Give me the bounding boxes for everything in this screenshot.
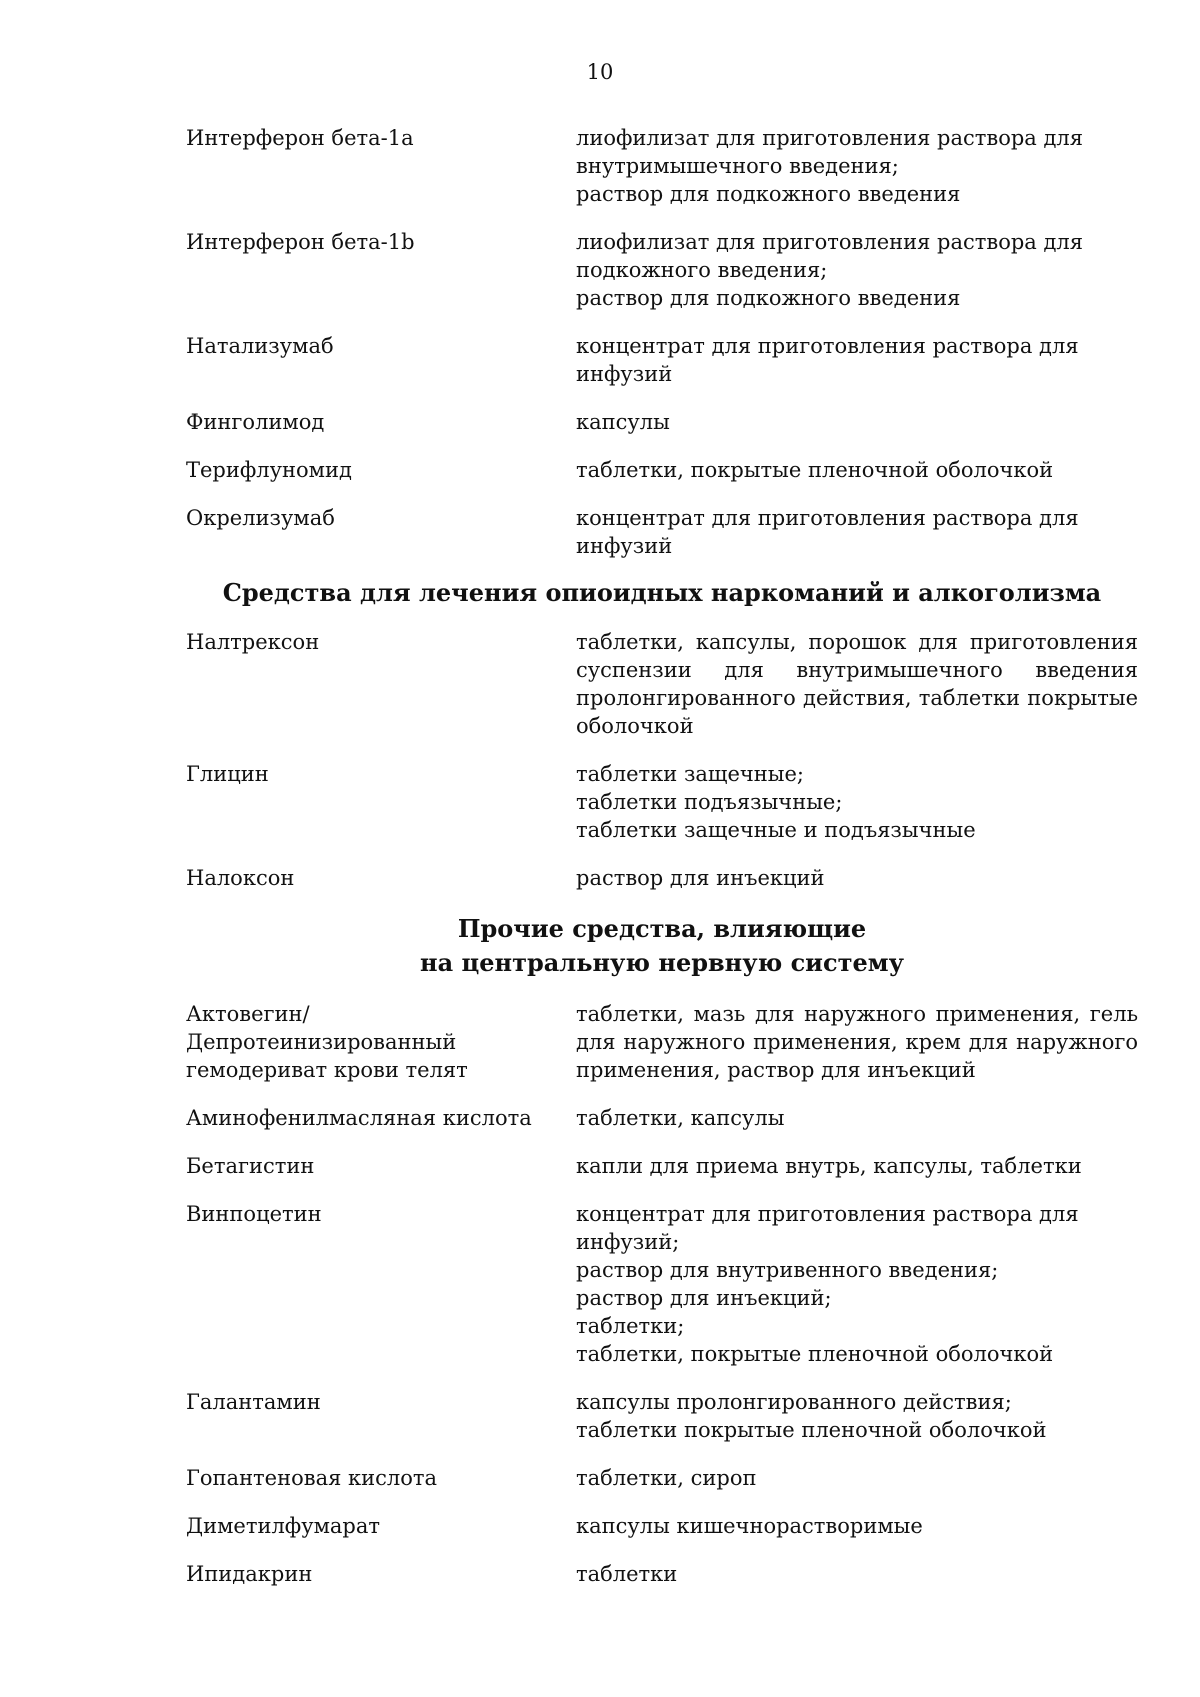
drug-row (186, 228, 1138, 312)
drug-form-line: концентрат для приготовления раствора для (576, 1202, 1079, 1226)
drug-row (186, 124, 1138, 208)
drug-form-line: таблетки, покрытые пленочной оболочкой (576, 1342, 1054, 1366)
drug-row (186, 456, 1138, 484)
drug-forms (576, 504, 1138, 560)
drug-form-line: внутримышечного введения; (576, 154, 899, 178)
drug-forms (576, 332, 1138, 388)
drug-form-line: таблетки, покрытые пленочной оболочкой (576, 458, 1054, 482)
page-number: 10 (586, 60, 614, 84)
drug-row (186, 1152, 1138, 1180)
drug-form-line: раствор для подкожного введения (576, 182, 961, 206)
drug-form-line: раствор для подкожного введения (576, 286, 961, 310)
drug-list (186, 124, 1138, 1608)
drug-form-line: таблетки (576, 1562, 678, 1586)
drug-form-line: таблетки; (576, 1314, 685, 1338)
drug-form-line: таблетки, капсулы (576, 1106, 785, 1130)
drug-forms (576, 1560, 1138, 1588)
drug-forms (576, 1512, 1138, 1540)
drug-form-line: таблетки покрытые пленочной оболочкой (576, 1418, 1047, 1442)
drug-name: Финголимод (186, 410, 325, 434)
drug-name: Глицин (186, 762, 269, 786)
drug-form-line: таблетки защечные; (576, 762, 804, 786)
drug-form-line: раствор для инъекций (576, 866, 825, 890)
drug-form-line: таблетки защечные и подъязычные (576, 818, 976, 842)
drug-row (186, 1560, 1138, 1588)
drug-name: Диметилфумарат (186, 1514, 381, 1538)
drug-forms (576, 1152, 1138, 1180)
drug-row (186, 760, 1138, 844)
drug-forms (576, 408, 1138, 436)
drug-name: Ипидакрин (186, 1562, 313, 1586)
drug-name: Винпоцетин (186, 1202, 322, 1226)
drug-form-line: концентрат для приготовления раствора для инфузий (576, 334, 1079, 386)
section-heading-line: на центральную нервную систему (420, 948, 904, 977)
drug-form-line: таблетки подъязычные; (576, 790, 843, 814)
drug-forms (576, 864, 1138, 892)
drug-forms (576, 1464, 1138, 1492)
drug-row (186, 408, 1138, 436)
drug-name: Гопантеновая кислота (186, 1466, 438, 1490)
section-heading (186, 912, 1138, 980)
drug-form-line: капсулы пролонгированного действия; (576, 1390, 1012, 1414)
drug-name: Налтрексон (186, 630, 320, 654)
drug-forms (576, 760, 1138, 844)
drug-forms (576, 456, 1138, 484)
drug-name: Натализумаб (186, 334, 334, 358)
drug-name: Налоксон (186, 866, 295, 890)
drug-name (186, 1000, 576, 1084)
drug-forms: таблетки, мазь для наружного применения, гель для наружного применения, крем для наружного применения, раствор для инъекций (576, 1002, 1138, 1082)
drug-forms (576, 1104, 1138, 1132)
drug-forms (576, 1388, 1138, 1444)
section-heading: Средства для лечения опиоидных наркоманий и алкоголизма (222, 578, 1102, 607)
drug-name: Интерферон бета-1b (186, 230, 415, 254)
drug-row (186, 1464, 1138, 1492)
drug-forms (576, 1200, 1138, 1368)
drug-name-line: гемодериват крови телят (186, 1058, 468, 1082)
drug-form-line: концентрат для приготовления раствора для инфузий (576, 506, 1079, 558)
drug-forms (576, 228, 1138, 312)
drug-form-line: лиофилизат для приготовления раствора для (576, 230, 1084, 254)
drug-name: Терифлуномид (186, 458, 352, 482)
drug-row (186, 628, 1138, 740)
drug-row (186, 504, 1138, 560)
drug-row (186, 1104, 1138, 1132)
drug-row (186, 332, 1138, 388)
drug-row (186, 1388, 1138, 1444)
drug-row (186, 864, 1138, 892)
drug-row (186, 1200, 1138, 1368)
drug-row (186, 1512, 1138, 1540)
drug-name: Аминофенилмасляная кислота (186, 1106, 532, 1130)
drug-form-line: раствор для внутривенного введения; (576, 1258, 999, 1282)
drug-name-line: Актовегин/Депротеинизированный (186, 1002, 457, 1054)
drug-name: Интерферон бета-1а (186, 126, 414, 150)
drug-form-line: капсулы (576, 410, 670, 434)
drug-form-line: подкожного введения; (576, 258, 828, 282)
section-heading-line: Прочие средства, влияющие (457, 914, 867, 943)
drug-form-line: капли для приема внутрь, капсулы, таблетки (576, 1154, 1082, 1178)
drug-name: Окрелизумаб (186, 506, 335, 530)
drug-form-line: инфузий; (576, 1230, 680, 1254)
drug-name: Галантамин (186, 1390, 321, 1414)
drug-form-line: капсулы кишечнорастворимые (576, 1514, 923, 1538)
drug-form-line: таблетки, сироп (576, 1466, 757, 1490)
drug-forms: таблетки, капсулы, порошок для приготовления суспензии для внутримышечного введения пролонгированного действия, таблетки покрытые оболочкой (576, 630, 1138, 738)
drug-row (186, 1000, 1138, 1084)
drug-form-line: раствор для инъекций; (576, 1286, 832, 1310)
drug-form-line: лиофилизат для приготовления раствора для (576, 126, 1084, 150)
drug-forms (576, 124, 1138, 208)
drug-name: Бетагистин (186, 1154, 315, 1178)
